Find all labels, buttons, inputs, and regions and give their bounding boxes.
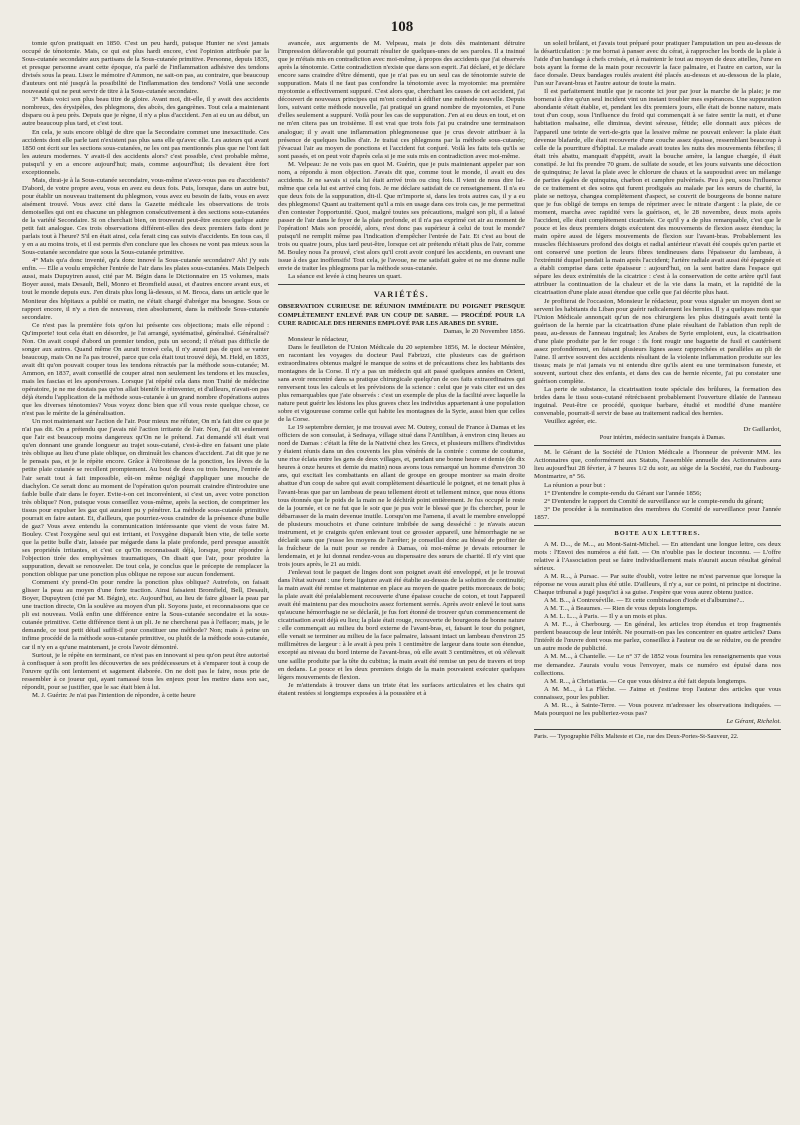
- observation-body: [278, 344, 525, 698]
- observation-end: [534, 40, 781, 426]
- paragraph: tomie qu'on pratiquait en 1850. C'est un peu hardi, puisque Hunter ne s'est jamais occupé de ténotomie. Mais, ce qui est plus hardi encore, c'est l'opinion attribuée par la Sous-cutanée secondaire aux partisans de la Sous-cutanée primitive. Personne, depuis 1835, et presque personne avant cette époque, n'a parlé de l'inflammation adhésive des tendons divisés sous la peau. Lisez le mémoire d'Ammon, ne sait-on pas, au contraire, que beaucoup d'auteurs ont nié jusqu'à la possibilité de l'inflammation des tendons? Voilà une seconde nouveauté qui ne peut servir de titre à la Sous-cutanée secondaire.: [22, 40, 269, 96]
- paragraph: La séance est levée à cinq heures un quart.: [288, 273, 402, 281]
- letter-reply: A M. D..., de M..., au Mont-Saint-Michel. — En attendant une longue lettre, ces deux mots : l'Envoi des numéros a été fait. — On n'oublie pas le docteur inconnu. — L'offre relative à l'Association peut se faire individuellement mais n'aurait aucun résultat général sérieux.: [534, 540, 781, 572]
- paragraph: J'enlevai tout le paquet de linges dont son poignet avait été enveloppé, et je le trouvai dans l'état suivant : une forte ligature avait été établie au-dessus de la solution de continuité; la main avait été remise et maintenue en place au moyen de quatre petits morceaux de bois; la plaie avait été préalablement recouverte d'une épaisse couche de coton, et tout l'appareil avait été maintenu par des mouchoirs assez fortement serrés. Après avoir enlevé le tout sans qu'aucune hémorrhagie ne se déclarât, je fus fort étonné de trouver qu'un commencement de cicatrisation avait déjà eu lieu; la plaie était rouge, recouverte de bourgeons de bonne nature : elle commençait au milieu du bord externe de l'avant-bras, et, faisant le tour du poignet, elle venait se terminer au milieu de la face palmaire, laissant intact un lambeau d'environ 25 millimètres de largeur : à le avait à peu près 1 centimètre de largeur dans toute son étendue, excepté au niveau du bord interne de l'avant-bras, où elle avait 3 centimètres, et où s'élevait une saillie produite par la tête du cubitus; la main avait été remise un peu de travers et trop en dedans. Le pouce et les deux premiers doigts de la main pouvaient exécuter quelques légers mouvements de flexion.: [278, 569, 525, 681]
- printer-imprint: Paris. — Typographie Félix Malteste et Cie, rue des Deux-Portes-St-Sauveur, 22.: [534, 732, 739, 740]
- paragraph: M. J. Guérin: Je n'ai pas l'intention de répondre, à cette heure: [32, 691, 196, 699]
- paragraph: Il est parfaitement inutile que je raconte ici jour par jour la marche de la plaie; je me bornerai à dire qu'un seul incident vint un instant troubler mes espérances. Une suppuration abondante s'était établie, et, pendant les dix premiers jours, elle était de bonne nature, mais tout d'un coup, sous l'influence du froid qui commençait à se faire sentir la nuit, et d'une habitation malsaine, elle diminua, devint séreuse, fétide; elle donnait aux pièces de l'appareil une teinte de vert-de-gris que la lessive même ne pouvait enlever: la plaie était devenue blafarde, elle était recouverte d'une couche assez épaisse, ressemblant beaucoup à celle de la pourriture d'hôpital. Le malade avait toutes les nuits des mouvements fébriles; il était très abattu, manquait d'appétit, avait la bouche amère, la langue chargée, il était constipé. Je lui fis prendre 70 gram. de sulfate de soude, et les jours suivants une décoction de quinquina; Je lavai la plaie avec le chlorure de chaux et la saupoudrai avec un mélange de parties égales de quinquina, charbon et camphre pulvérisés. Peu à peu, sous l'influence de ce traitement et des soins qui furent prodigués au malade par les sœurs de charité, la plaie se nettoya, changea complètement d'aspect, se couvrit de bourgeons de bonne nature que je fus obligé de temps en temps de réprimer avec le nitrate d'argent : la plaie, de ce moment, marcha avec rapidité vers la guérison, et, le 28 novembre, deux mois après l'accident, elle était complètement cicatrisée. Ce qu'il y a de plus remarquable, c'est que le pouce et les deux premiers doigts exécutent des mouvements de flexion assez étendus; la main opère aussi de légers mouvements de flexion sur l'avant-bras. Probablement les muscles fléchisseurs profond des doigts et radial antérieur n'avait été coupés qu'en partie et ont conservé une portion de leurs fibres tendineuses dans l'épaisseur du lambeau, à l'extrémité duquel pendait la main après l'accident; l'artère radiale avait aussi été épargnée et a établi comprise dans cette épaisseur : aujourd'hui, on la sent battre dans l'espace qui sépare les deux extrémités de la cicatrice : c'est à la conservation de cette artère qu'il faut attribuer la continuation de la chaleur et de la vie dans la main, et la rapidité de la cicatrisation d'une plaie aussi étendue que celle que j'ai décrite plus haut.: [534, 88, 781, 297]
- letter-reply: A M. R..., à Pursac. — Par suite d'oubli, votre lettre ne m'est parvenue que lorsque la réponse ne vous aurait plus été utile. D'ailleurs, il n'y a, sur ce point, ni principe ni doctrine. Chaque tribunal a jugé jusqu'ici à sa guise. J'espère que vous aurez obtenu justice.: [534, 573, 781, 597]
- manager-signature: Le Gérant, Richelot.: [726, 717, 781, 725]
- discussion-continuation: [278, 40, 525, 281]
- divider: [534, 445, 781, 446]
- notice-paragraph: 1° D'entendre le compte-rendu du Gérant sur l'année 1856;: [544, 489, 702, 497]
- dateline: Damas, le 20 Novembre 1856.: [443, 327, 525, 335]
- column-3: [534, 40, 781, 1125]
- paragraph: Veuillez agréer, etc.: [544, 418, 597, 426]
- paragraph: un soleil brûlant, et j'avais tout préparé pour pratiquer l'amputation un peu au-dessus de la désarticulation : je me bornai à panser avec du cérat, à rapprocher les bords de la plaie à l'aide d'un bandage à chefs croisés, et à maintenir le tout au moyen de deux attelles, l'une en bois ayant la forme de la main pour recouvrir la face palmaire, et l'autre en carton, sur la face dorsale. Deux bandages roulés avaient été placés au-dessus et au-dessous de la plaie, l'un sur l'avant-bras et l'autre autour de toute la main.: [534, 40, 781, 88]
- mailbox-letters: [534, 541, 781, 718]
- paragraph: 4° Mais qu'a donc inventé, qu'a donc innové la Sous-cutanée secondaire? Ah! j'y suis enfin. — Elle a voulu empêcher l'entrée de l'air dans les plaies sous-cutanées. Mais Delpech aussi, mais Dupuytren aussi, cité par M. Bégin dans le Dictionnaire en 15 volumes, mais Boyer aussi, mais Desault, Bell, Monro et Bromfield aussi, et d'autres encore avant eux, et tout le monde depuis eux. J'en dirais plus long là-dessus, si M. Broca, dans un article que le Moniteur des hôpitaux a publié ce matin, ne s'était chargé d'abréger ma besogne. Sous ce rapport encore, il n'y a rien de nouveau, rien absolument, dans la méthode Sous-cutanée secondaire.: [22, 257, 269, 321]
- paragraph: Le 19 septembre dernier, je me trouvai avec M. Outrey, consul de France à Damas et les officiers de son consulat, à Sednaya, village situé dans l'Antiliban, à environ cinq lieues au nord de Damas : c'était la fête de la Nativité chez les Grecs, et plusieurs milliers d'individus y étaient réunis dans un des couvents les plus vénérés de la contrée : comme de coutume, une rixe éclata entre les gens de deux villages, et, pendant une bonne heure et demie (de dix heures à onze heures et demie du matin) nous avons tous remarqué un homme d'environ 30 ans, qui excitait les combattants en allant de groupe en groupe montrer sa main droite abattue d'un coup de sabre qui avait complètement désarticulé le poignet, et ne tenait plus à l'avant-bras que par un lambeau de peau tellement étroit et tellement mince, que nous étions tous étonnés que le poids de la main ne le déchirât point entièrement. Je fus occupé le reste de la journée, et ce ne fut que le soir que je pus voir le blessé que je fis chercher, pour le débarrasser de la main devenue inutile. Lorsqu'on me l'amena, il avait le membre enveloppé de plusieurs mouchoirs et d'une ceinture imbibée de sang desséché : je n'avais aucun instrument, et je craignis qu'en enlevant tout ce grossier appareil, une hémorrhagie ne se déclarât sans que j'eusse les moyens de l'arrêter; je conseillai donc au blessé de profiter de la fraîcheur de la nuit pour se rendre à Damas, où moi-même je devais retourner le lendemain, et je lui donnai rendez-vous au dispensaire des sœurs de charité. Il n'y vint que trois jours après, le 21 au midi.: [278, 424, 525, 568]
- salutation: Monsieur le rédacteur,: [288, 335, 349, 343]
- column-1: [22, 40, 269, 1125]
- letter-reply: A M. L. L..., à Paris. — Il y a un mois et plus.: [544, 613, 667, 621]
- signature-title: Pour intérim, médecin sanitaire français à Damas.: [599, 434, 726, 442]
- letter-reply: A M. B..., à Contrexéville. — Et cette combinaison d'iode et d'albumine?...: [544, 597, 745, 605]
- column-2: [278, 40, 525, 1125]
- notice-paragraph: La réunion a pour but :: [544, 481, 606, 489]
- letter-reply: A M. M..., à La Flèche. — J'aime et j'estime trop l'auteur des articles que vous connaissez, pour les publier.: [534, 685, 781, 701]
- mailbox-heading: BOITE AUX LETTRES.: [614, 529, 701, 537]
- letter-reply: A M. T..., à Beaumes. — Rien de vous depuis longtemps.: [544, 605, 698, 613]
- shareholder-notice: [534, 449, 781, 521]
- notice-paragraph: 3° De procéder à la nomination des membres du Comité de surveillance pour l'année 1857.: [534, 505, 781, 521]
- paragraph: Dans le feuilleton de l'Union Médicale du 20 septembre 1856, M. le docteur Ménière, en racontant les voyages du docteur Paul Fabrizzi, cite plusieurs cas de guérison extraordinaires obtenus malgré le manque de soins et de précautions chez les habitants des montagnes de la Corse. Il n'y a pas un médecin qui ait passé quelques années en Orient, sans avoir rencontré dans sa pratique chirurgicale quelqu'un de ces faits extraordinaires qui renversent tous les calculs et les prévisions de la science : celui que je vais citer est un des plus remarquables que j'aie observés : c'est un exemple de plus de la facilité avec laquelle la nature peut guérir les lésions les plus graves chez les individus appartenant à une population sobre et vigoureuse comme celle qui habite les montagnes de la Syrie, aussi bien que celles de la Corse.: [278, 343, 525, 424]
- signature-name: Dr Gaillardot,: [743, 426, 781, 434]
- varietes-heading: VARIÉTÉS.: [373, 290, 430, 300]
- divider: [534, 729, 781, 730]
- notice-paragraph: M. le Gérant de la Société de l'Union Médicale a l'honneur de prévenir MM. les Actionnaires que, conformément aux Statuts, l'assemblée annuelle des Actionnaires aura lieu aujourd'hui 28 février, à 7 heures 1/2 du soir, au siège de la Société, rue du Faubourg-Montmartre, n° 56.: [534, 449, 781, 481]
- paragraph: Je m'attendais à trouver dans un triste état les surfaces articulaires et les chairs qui étaient restées si longtemps exposées à la poussière et à: [278, 681, 525, 697]
- page-number: 108: [390, 19, 414, 35]
- paragraph: La perte de substance, la cicatrisation toute spéciale des brûlures, la formation des brides dans le tissu sous-cutané rétrécissent probablement l'ouverture dilatée de l'anneau inguinal. Peut-être ce procédé, quoique barbare, étudié et modifié d'une manière convenable, pourrait-il servir de base au traitement radical des hernies.: [534, 386, 781, 418]
- columns: [22, 40, 782, 1125]
- divider: [278, 284, 525, 285]
- paragraph: avancée, aux arguments de M. Velpeau, mais je dois dès maintenant détruire l'impression défavorable qui pourrait résulter de quelques-unes de ses paroles. Il a insinué que je m'étais mis en contradiction avec moi-même, à propos des accidents que j'ai observés après la ténotomie. Cette contradiction n'existe que dans son esprit. J'ai déclaré, et je déclare encore sans craindre d'être démenti, que je n'ai pas eu un seul cas de ténotomie suivie de suppuration. Mais il ne faut pas confondre la ténotomie avec la myotomie: ma première myotomie a effectivement suppuré. C'est alors que, cherchant les causes de cet accident, j'ai découvert de nouveaux principes qui m'ont conduit à édifier une méthode nouvelle. Depuis lors, suivant cette méthode nouvelle, j'ai pratiqué un grand nombre de myotomies, et l'une d'elles seulement a suppuré. Voilà pour les cas de suppuration. J'en ai eu deux en tout, et on ne m'en citera pas un troisième. Il est vrai que trois fois j'ai pu craindre une terminaison analogue; il y avait une inflammation phlegmoneuse que je crus devoir attribuer à la présence de quelques bulles d'air. Je traitai ces phlegmons par la méthode sous-cutanée; j'évacuai l'air au moyen de ponctions et l'accident fut conjuré. Voilà les faits tels qu'ils se sont passés, et on peut voir d'après cela si je me suis mis en contradiction avec moi-même.: [278, 40, 525, 160]
- paragraph: M. Velpeau: Je ne vois pas en quoi M. Guérin, que je puis maintenant appeler par son nom, a répondu à mon objection. J'avais dit que, comme tout le monde, il avait eu des accidents. Je ne savais si cela lui était arrivé trois ou cinq fois. Il vient de nous dire lui-même que cela lui est arrivé cinq fois. Je me déclare satisfait de ce renseignement. Il n'a eu que deux fois de la suppuration, dit-il. Que m'importe si, dans les trois autres cas, il y a eu des phlegmons! Quant au traitement qu'il a mis en usage dans ces trois cas, je me permettrai d'en contester l'opportunité. Quoi, malgré toutes ses précautions, malgré son pli, il a laissé passer de l'air dans le foyer de la plaie profonde, et il n'a pas exprimé cet air au moment de l'opération! Mais son procédé, alors, n'est donc pas supérieur à celui de tout le monde? puisqu'il ne remplit même pas l'indication d'empêcher l'entrée de l'air. Et c'est au bout de trois ou quatre jours, plus tard peut-être, lorsque cet air prétendu n'était plus de l'air, comme M. Bouley nous l'a prouvé, c'est alors qu'il croit avoir conjuré les accidents, en ouvrant une issue à des gaz inoffensifs! Tout cela, je l'avoue, ne me satisfait guère et ne me donne nulle envie de traiter les phlegmons par la méthode sous-cutanée.: [278, 160, 525, 273]
- paragraph: Mais, dirai-je à la Sous-cutanée secondaire, vous-même n'avez-vous pas eu d'accidents? D'abord, de votre propre aveu, vous en avez eu deux fois. Puis, lorsque, dans un autre but, pour établir un nouveau traitement du phlegmon, vous avez eu besoin de faits, vous en avez aisément trouvé. Vous avez cité dans la Gazette médicale les observations de trois demoiselles qui ont eu chacune un phlegmon consécutivement à des sections sous-cutanées de la variété Secondaire. Si on cherchait bien, on trouverait peut-être encore quelque autre petit fait analogue. Ces trois observations différent-elles des deux premiers faits dont je parlais tout à l'heure? S'il en était ainsi, cela ferait cinq cas suivis d'accidents. En tous cas, il y en a au moins trois, et il est permis d'en conclure que les choses ne vont pas mieux sous la Sous-cutanée secondaire que sous la Sous-cutanée primitive.: [22, 176, 269, 257]
- paragraph: Surtout, je le répète en terminant, ce n'est pas en innovant si peu qu'on peut être autorisé à confisquer à son profit les découvertes de ses prédécesseurs et à s'emparer tout à coup de l'œuvre qu'ils ont lentement et sagement élaborée. On ne doit pas le faire, nous prie de ressembler à ce joueur qui, ayant ramassé tous les enjeux pour les mettre dans son sac, répondit, pour se justifier, que le sac était bien à lui.: [22, 651, 269, 691]
- observation-title: OBSERVATION CURIEUSE DE RÉUNION IMMÉDIATE DU POIGNET PRESQUE COMPLÈTEMENT ENLEVÉ PAR UN COUP DE SABRE. — PROCÉDÉ POUR LA CURE RADICALE DES HERNIES EMPLOYÉ PAR LES ARABES DE SYRIE.: [278, 303, 525, 327]
- notice-paragraph: 2° D'entendre le rapport du Comité de surveillance sur le compte-rendu du gérant;: [544, 497, 764, 505]
- letter-reply: A M. R..., à Christiania. — Ce que vous désirez a été fait depuis longtemps.: [544, 677, 747, 685]
- paragraph: Comment s'y prend-On pour rendre la ponction plus oblique? Autrefois, on faisait glisser la peau au moyen d'une forte traction. Ainsi faisaient Bromfield, Bell, Desault, Boyer, Dupuytren (cité par M. Bégin), etc. Aujourd'hui, au lieu de faire glisser la peau par une traction directe, On la soulève au moyen d'un pli. Soyons juste, et reconnaissons que ce pli est nouveau. Voilà enfin une différence entre la Sous-cutanée secondaire et la sous-cutanée primitive. Cette différence tient à un pli. Je ne chercherai pas à l'effacer; mais, je le demande, ce tout petit détail suffit-il pour constituer une méthode? Non; mais à peine un infime procédé de la méthode sous-cutanée primitive, ou plutôt de la méthode sous-cutanée, car il n'y en a qu'une maintenant, je crois l'avoir démontré.: [22, 579, 269, 651]
- divider: [534, 525, 781, 526]
- paragraph: Je profiterai de l'occasion, Monsieur le rédacteur, pour vous signaler un moyen dont se servent les habitants du Liban pour guérir radicalement les hernies. Il y a quelques mois que l'Union Médicale annonçait qu'un de nos chirurgiens les plus distingués avait tenté la guérison de la hernie par la cicatrisation d'une plaie résultant de l'ablation d'un repli de peau, au-dessus de l'anneau inguinal; les Arabes de Syrie emploient, eux, la cicatrisation d'une plaie produite par le fer rouge : ils font rougir une baguette de fusil et cautérisent assez profondément, en faisant plusieurs lignes assez rapprochées et parallèles au pli de l'aine. Il arrive souvent des accidents résultant de la violente inflammation produite sur les tissus; mais je n'ai jamais vu ni entendu dire qu'ils aient eu une terminaison funeste, et souvent, surtout chez des enfants, et dans des cas de hernie récente, j'ai pu constater une guérison complète.: [534, 297, 781, 385]
- letter-reply: A M. R..., à Sainte-Terre. — Vous pouvez m'adresser les observations indiquées. — Mais pourquoi ne les publieriez-vous pas?: [534, 701, 781, 717]
- letter-reply: A M. M..., à Chantelle. — Le n° 37 de 1852 vous fournira les renseignements que vous me demandez. J'aurais voulu vous l'envoyer, mais ce numéro est épuisé dans nos collections.: [534, 653, 781, 677]
- paragraph: 3° Mais voici son plus beau titre de gloire. Avant moi, dit-elle, il y avait des accidents nombreux, des érysipèles, des phlegmons, des abcès, des gangrènes. Tout cela a maintenant disparu ou à peu près. Depuis que je règne, il n'y a plus d'accident. J'en ai eu un au début, un autre beaucoup plus tard, et c'est tout.: [22, 96, 269, 128]
- paragraph: Ce n'est pas la première fois qu'on lui présente ces objections; mais elle répond : Qu'importe! tout cela était en désordre, je l'ai arrangé, systématisé, généralisé. Généralisé? Non. On avait coupé d'abord un premier tendon, puis un second; il n'était pas difficile de songer aux autres. Quand même On aurait trouvé cela, il n'y aurait pas de quoi se vanter beaucoup, mais On ne l'a pas trouvé, parce que cela était tout trouvé déjà, M. Held, en 1835, avait dit qu'on pouvait couper tous les tendons rétractés par la méthode sous-cutanée; M. Ammon, en 1837, avait conseillé de couper ainsi non seulement les tendons et les muscles, mais les fascias et les aponévroses. Lorsque j'ai répété cela dans mon Traité de médecine opératoire, je ne me doutais pas qu'on allait bientôt le réinventer, et d'ailleurs, n'avait-on pas déjà étendu l'application de la méthode sous-cutanée à un grand nombre d'opérations autres que les diverses ténotomies? Vous voyez donc bien que s'il vous reste quelque chose, ce n'est pas le mérite de la généralisation.: [22, 321, 269, 418]
- paragraph: En cela, je suis encore obligé de dire que la Secondaire commet une inexactitude. Ces accidents dont elle parle tant n'existent pas plus sans elle qu'avec elle. Les auteurs qui avant 1850 ont écrit sur les sections sous-cutanées, ne les ont pas mentionnés plus que ne l'ont fait les auteurs modernes. Y avait-il des accidents alors? c'est possible, c'est probable même, puisqu'il y en a encore aujourd'hui; mais, comme aujourd'hui; ils devaient être fort exceptionnels.: [22, 128, 269, 176]
- letter-reply: A M. F..., à Cherbourg. — En général, les articles trop étendus et trop fragmentés perdent beaucoup de leur intérêt. Ne pourrait-on pas les concentrer en quatre articles? Dans l'intérêt de l'œuvre dont vous me parlez, conseillez à l'auteur ou de se réduire, ou de prendre un autre mode de publicité.: [534, 621, 781, 653]
- paragraph: Un mot maintenant sur l'action de l'air. Pour mieux me réfuter, On m'a fait dire ce que je n'ai pas dit. On a prétendu que j'avais nié l'action irritante de l'air. Non, j'ai dit seulement que l'air est beaucoup moins dangereux qu'On ne le prétend. J'ai demandé s'il était vrai qu'en donnant une grande longueur au trajet sous-cutané, c'est-à-dire en faisant une plaie très oblique au lieu d'une plaie oblique, on diminuât les chances d'accident. J'ai dit que je ne le pensais pas, et je le répète encore. Grâce à l'étroitesse de la ponction, les lèvres de la petite plaie cutanée se recollent promptement. Au bout de deux ou trois heures, l'entrée de l'air serait tout à fait impossible, eût-on même négligé d'appliquer une mouche de diachylon. Ce serait donc au moment de l'opération qu'on pourrait craindre d'introduire une faible bulle d'air dans le foyer. Evite-t-on cet inconvénient, si c'est un, avec votre ponction très oblique? Non, puisque vous conseillez vous-même, après la section, de comprimer les tissus pour expulser les gaz qui auraient pu y pénétrer. La méthode sous-cutanée primitive pourrait en faire autant. Et, d'ailleurs, que pourriez-vous craindre de la présence d'une bulle de gaz? Vous avez entendu la communication intéressante que vient de vous faire M. Bouley. C'est l'oxygène seul qui est irritant, et l'oxygène disparaît bien vite, de telle sorte que la petite bulle d'air, laissée par mégarde dans la plaie profonde, perd presque aussitôt ses propriétés irritantes, et c'est ce qu'On reconnaissait déjà, lorsque, pour répondre à l'objection tirée des emphysèmes traumatiques, On disait que l'air, pour produire la suppuration, devait se renouveler. De tout cela, je conclus que le précepte de remplacer la ponction oblique par une ponction plus oblique ne repose sur aucun fondement.: [22, 418, 269, 579]
